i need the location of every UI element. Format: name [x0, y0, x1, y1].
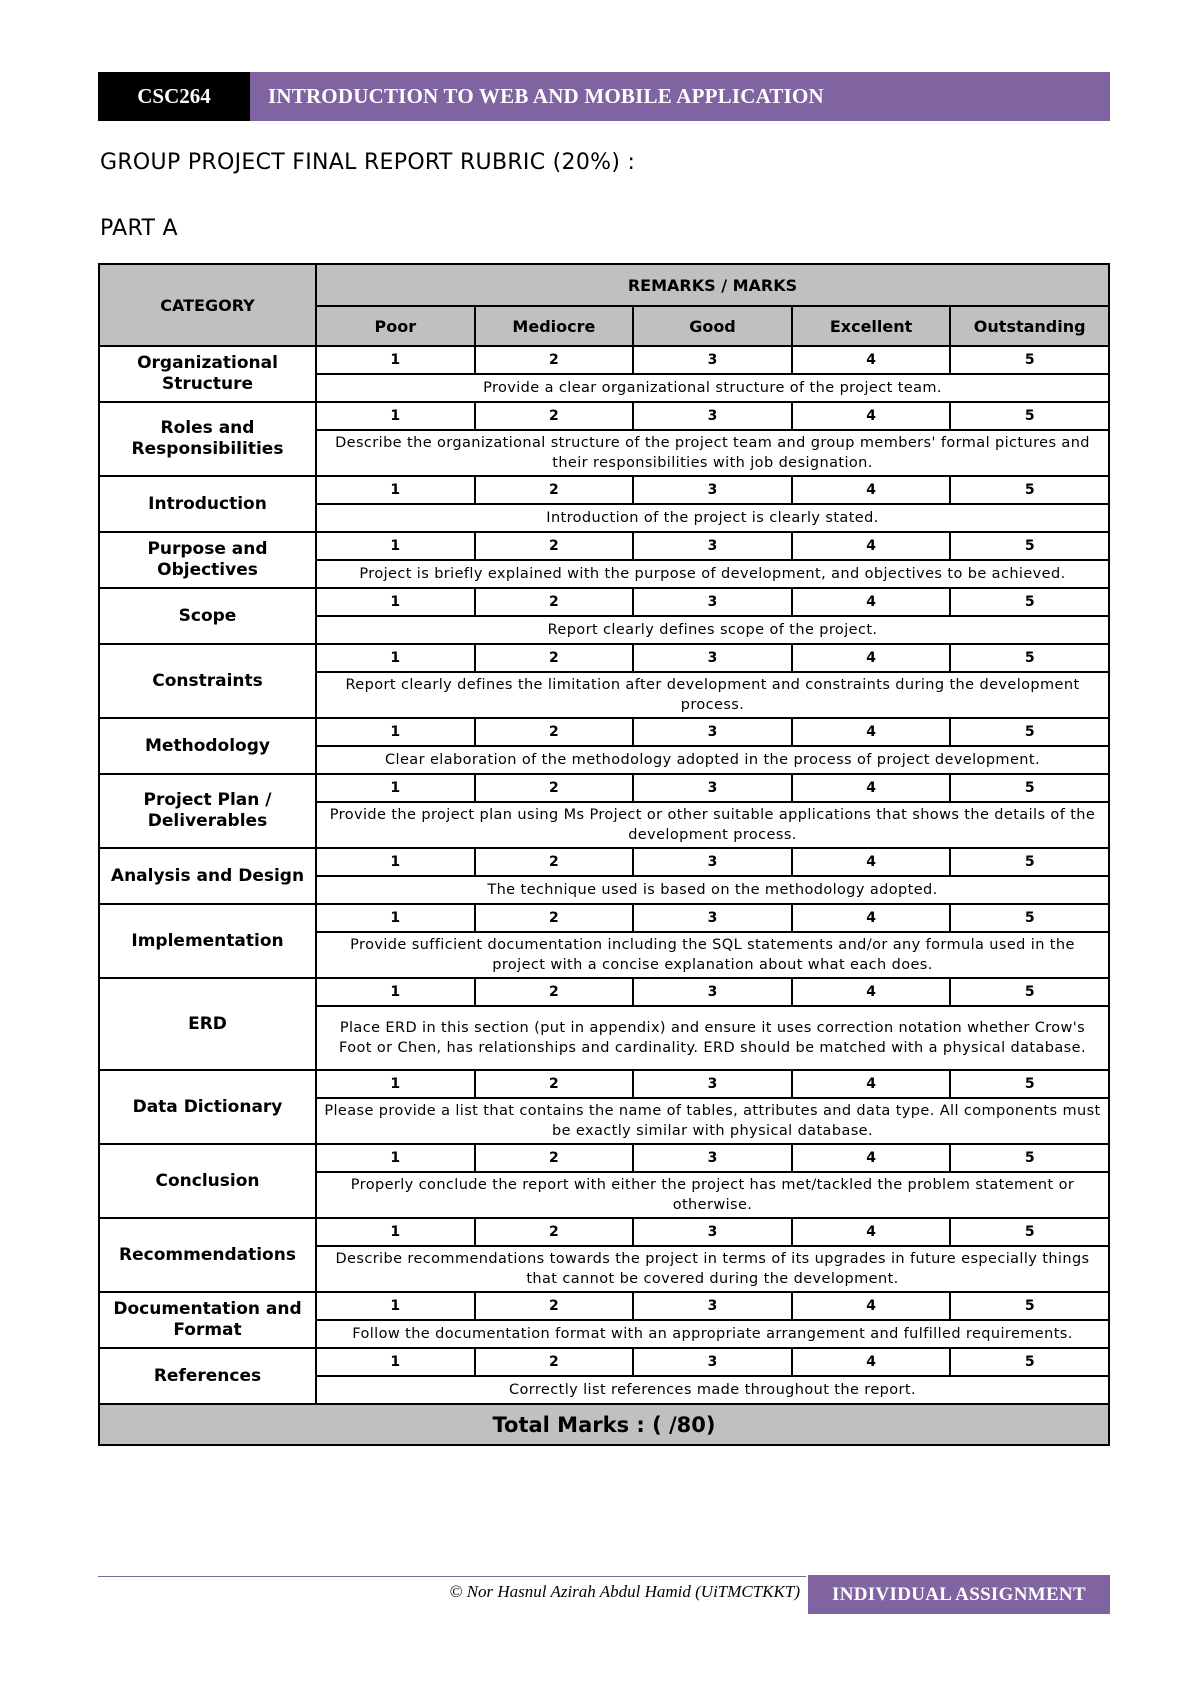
rubric-score-row	[99, 532, 1109, 560]
level-header: Poor	[316, 306, 475, 346]
level-header: Good	[633, 306, 792, 346]
score-cell: 3	[633, 402, 792, 430]
score-cell: 5	[950, 978, 1109, 1006]
description-cell: Describe recommendations towards the project in terms of its upgrades in future especially things that cannot be covered during the development.	[316, 1246, 1109, 1292]
rubric-score-row	[99, 718, 1109, 746]
score-cell: 2	[475, 644, 634, 672]
score-cell: 5	[950, 1218, 1109, 1246]
score-cell: 1	[316, 718, 475, 746]
score-cell: 3	[633, 532, 792, 560]
rubric-score-row	[99, 1348, 1109, 1376]
score-cell: 3	[633, 1218, 792, 1246]
rubric-score-row	[99, 644, 1109, 672]
score-cell: 2	[475, 848, 634, 876]
category-cell: Data Dictionary	[99, 1070, 316, 1144]
description-cell: Project is briefly explained with the purpose of development, and objectives to be achieved.	[316, 560, 1109, 588]
score-cell: 5	[950, 644, 1109, 672]
score-cell: 1	[316, 644, 475, 672]
score-cell: 3	[633, 644, 792, 672]
description-cell: Provide a clear organizational structure of the project team.	[316, 374, 1109, 402]
description-cell: Clear elaboration of the methodology adopted in the process of project development.	[316, 746, 1109, 774]
description-cell: Place ERD in this section (put in appendix) and ensure it uses correction notation whether Crow's Foot or Chen, has relationships and cardinality. ERD should be matched with a physical database.	[316, 1006, 1109, 1070]
score-cell: 1	[316, 1292, 475, 1320]
score-cell: 5	[950, 718, 1109, 746]
score-cell: 1	[316, 904, 475, 932]
score-cell: 2	[475, 476, 634, 504]
rubric-score-row	[99, 978, 1109, 1006]
score-cell: 5	[950, 532, 1109, 560]
score-cell: 2	[475, 1292, 634, 1320]
score-cell: 2	[475, 1144, 634, 1172]
score-cell: 4	[792, 402, 951, 430]
score-cell: 2	[475, 1070, 634, 1098]
category-cell: Methodology	[99, 718, 316, 774]
score-cell: 1	[316, 774, 475, 802]
description-cell: Introduction of the project is clearly stated.	[316, 504, 1109, 532]
score-cell: 5	[950, 848, 1109, 876]
score-cell: 5	[950, 904, 1109, 932]
rubric-score-row	[99, 774, 1109, 802]
score-cell: 5	[950, 402, 1109, 430]
course-code: CSC264	[98, 72, 250, 121]
level-header: Mediocre	[475, 306, 634, 346]
score-cell: 1	[316, 1070, 475, 1098]
score-cell: 1	[316, 346, 475, 374]
rubric-score-row	[99, 1218, 1109, 1246]
rubric-score-row	[99, 1070, 1109, 1098]
score-cell: 3	[633, 774, 792, 802]
category-cell: Conclusion	[99, 1144, 316, 1218]
rubric-table	[98, 263, 1110, 1446]
score-cell: 2	[475, 978, 634, 1006]
score-cell: 1	[316, 1144, 475, 1172]
score-cell: 3	[633, 588, 792, 616]
score-cell: 4	[792, 848, 951, 876]
score-cell: 1	[316, 1218, 475, 1246]
category-header: CATEGORY	[99, 264, 316, 346]
score-cell: 3	[633, 346, 792, 374]
category-cell: Analysis and Design	[99, 848, 316, 904]
score-cell: 4	[792, 1292, 951, 1320]
level-header: Excellent	[792, 306, 951, 346]
rubric-score-row	[99, 904, 1109, 932]
score-cell: 1	[316, 476, 475, 504]
score-cell: 3	[633, 476, 792, 504]
score-cell: 4	[792, 532, 951, 560]
category-cell: Documentation and Format	[99, 1292, 316, 1348]
part-label: PART A	[100, 216, 178, 241]
score-cell: 1	[316, 848, 475, 876]
category-cell: Recommendations	[99, 1218, 316, 1292]
score-cell: 1	[316, 402, 475, 430]
score-cell: 5	[950, 1144, 1109, 1172]
score-cell: 5	[950, 1348, 1109, 1376]
course-title: INTRODUCTION TO WEB AND MOBILE APPLICATION	[250, 72, 1110, 121]
score-cell: 4	[792, 476, 951, 504]
score-cell: 4	[792, 978, 951, 1006]
score-cell: 5	[950, 1292, 1109, 1320]
rubric-score-row	[99, 1292, 1109, 1320]
score-cell: 2	[475, 904, 634, 932]
footer-badge: INDIVIDUAL ASSIGNMENT	[808, 1575, 1110, 1614]
description-cell: Correctly list references made throughout the report.	[316, 1376, 1109, 1404]
score-cell: 4	[792, 346, 951, 374]
category-cell: References	[99, 1348, 316, 1404]
rubric-score-row	[99, 1144, 1109, 1172]
category-cell: Organizational Structure	[99, 346, 316, 402]
category-cell: Project Plan / Deliverables	[99, 774, 316, 848]
category-cell: Purpose and Objectives	[99, 532, 316, 588]
document-title: GROUP PROJECT FINAL REPORT RUBRIC (20%) :	[100, 150, 636, 175]
description-cell: Provide the project plan using Ms Project or other suitable applications that shows the details of the development process.	[316, 802, 1109, 848]
score-cell: 1	[316, 1348, 475, 1376]
level-header: Outstanding	[950, 306, 1109, 346]
score-cell: 5	[950, 774, 1109, 802]
footer-author: © Nor Hasnul Azirah Abdul Hamid (UiTMCTKKT)	[449, 1582, 800, 1601]
score-cell: 3	[633, 904, 792, 932]
description-cell: Provide sufficient documentation including the SQL statements and/or any formula used in the project with a concise explanation about what each does.	[316, 932, 1109, 978]
description-cell: Please provide a list that contains the name of tables, attributes and data type. All components must be exactly similar with physical database.	[316, 1098, 1109, 1144]
total-marks: Total Marks : ( /80)	[99, 1404, 1109, 1445]
category-cell: Implementation	[99, 904, 316, 978]
score-cell: 1	[316, 978, 475, 1006]
description-cell: Properly conclude the report with either the project has met/tackled the problem statement or otherwise.	[316, 1172, 1109, 1218]
score-cell: 4	[792, 1144, 951, 1172]
score-cell: 1	[316, 588, 475, 616]
score-cell: 4	[792, 1218, 951, 1246]
score-cell: 5	[950, 476, 1109, 504]
score-cell: 2	[475, 718, 634, 746]
rubric-score-row	[99, 402, 1109, 430]
score-cell: 2	[475, 1348, 634, 1376]
description-cell: Report clearly defines scope of the project.	[316, 616, 1109, 644]
category-cell: Introduction	[99, 476, 316, 532]
description-cell: Report clearly defines the limitation after development and constraints during the development process.	[316, 672, 1109, 718]
score-cell: 2	[475, 402, 634, 430]
rubric-score-row	[99, 588, 1109, 616]
page-header	[98, 72, 1110, 121]
score-cell: 2	[475, 346, 634, 374]
score-cell: 3	[633, 1144, 792, 1172]
score-cell: 4	[792, 1348, 951, 1376]
score-cell: 5	[950, 1070, 1109, 1098]
description-cell: Describe the organizational structure of the project team and group members' formal pictures and their responsibilities with job designation.	[316, 430, 1109, 476]
category-cell: Scope	[99, 588, 316, 644]
rubric-score-row	[99, 346, 1109, 374]
score-cell: 3	[633, 1348, 792, 1376]
description-cell: Follow the documentation format with an appropriate arrangement and fulfilled requirements.	[316, 1320, 1109, 1348]
score-cell: 5	[950, 588, 1109, 616]
score-cell: 4	[792, 588, 951, 616]
score-cell: 4	[792, 904, 951, 932]
footer-divider	[98, 1576, 806, 1577]
score-cell: 2	[475, 532, 634, 560]
rubric-score-row	[99, 476, 1109, 504]
rubric-body	[99, 346, 1109, 1404]
score-cell: 1	[316, 532, 475, 560]
score-cell: 4	[792, 774, 951, 802]
score-cell: 3	[633, 978, 792, 1006]
category-cell: ERD	[99, 978, 316, 1070]
score-cell: 3	[633, 1070, 792, 1098]
remarks-header: REMARKS / MARKS	[316, 264, 1109, 306]
category-cell: Roles and Responsibilities	[99, 402, 316, 476]
score-cell: 4	[792, 718, 951, 746]
rubric-score-row	[99, 848, 1109, 876]
score-cell: 3	[633, 718, 792, 746]
category-cell: Constraints	[99, 644, 316, 718]
score-cell: 2	[475, 588, 634, 616]
score-cell: 4	[792, 644, 951, 672]
score-cell: 4	[792, 1070, 951, 1098]
score-cell: 3	[633, 848, 792, 876]
score-cell: 2	[475, 774, 634, 802]
description-cell: The technique used is based on the methodology adopted.	[316, 876, 1109, 904]
score-cell: 5	[950, 346, 1109, 374]
score-cell: 2	[475, 1218, 634, 1246]
score-cell: 3	[633, 1292, 792, 1320]
